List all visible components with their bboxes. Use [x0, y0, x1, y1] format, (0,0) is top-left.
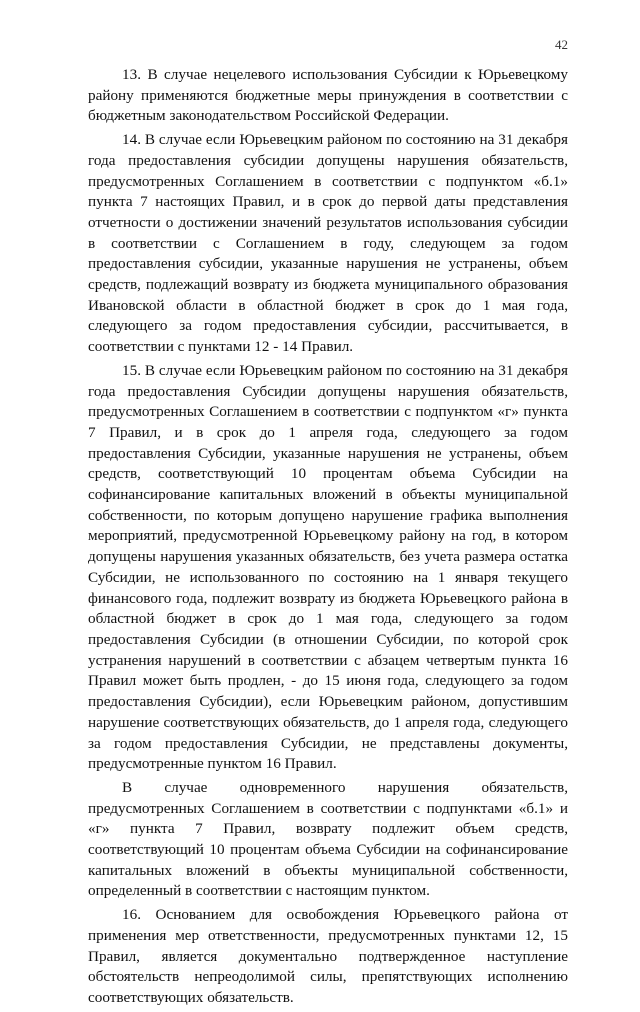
paragraph-14: 14. В случае если Юрьевецким районом по состоянию на 31 декабря года предоставления субсидии допущены нарушения обязательств, предусмотренных Соглашением в соответствии с подпунктом «б.1» пункта 7 настоящих Правил, и в срок до первой даты представления отчетности о достижении значений результатов использования субсидии в соответствии с Соглашением в году, следующем за годом предоставления субсидии, указанные нарушения не устранены, объем средств, подлежащий возврату из бюджета муниципального образования Ивановской области в областной бюджет в срок до 1 мая года, следующего за годом предоставления субсидии, рассчитывается, в соответствии с пунктами 12 - 14 Правил.	[88, 131, 568, 356]
paragraph-15-continuation: В случае одновременного нарушения обязательств, предусмотренных Соглашением в соответствии с подпунктами «б.1» и «г» пункта 7 Правил, возврату подлежит объем средств, соответствующий 10 процентам объема Субсидии на софинансирование капитальных вложений в объекты муниципальной собственности, определенный в соответствии с настоящим пунктом.	[88, 778, 568, 900]
document-body	[88, 65, 568, 1012]
page-number: 42	[555, 37, 568, 52]
paragraph-16: 16. Основанием для освобождения Юрьевецкого района от применения мер ответственности, предусмотренных пунктами 12, 15 Правил, является документально подтвержденное наступление обстоятельств непреодолимой силы, препятствующих исполнению соответствующих обязательств.	[88, 906, 568, 1006]
paragraph-15: 15. В случае если Юрьевецким районом по состоянию на 31 декабря года предоставления Субсидии допущены нарушения обязательств, предусмотренных Соглашением в соответствии с подпунктом «г» пункта 7 Правил, и в срок до 1 апреля года, следующего за годом предоставления Субсидии, указанные нарушения не устранены, объем средств, соответствующий 10 процентам объема Субсидии на софинансирование капитальных вложений в объекты муниципальной собственности, по которым допущено нарушение графика выполнения мероприятий, предусмотренной Юрьевецкому району на год, в котором допущены нарушения указанных обязательств, без учета размера остатка Субсидии, не использованного по состоянию на 1 января текущего финансового года, подлежит возврату из бюджета Юрьевецкого района в областной бюджет в срок до 1 мая года, следующего за годом предоставления Субсидии (в отношении Субсидии, по которой срок устранения нарушений в соответствии с абзацем четвертым пункта 16 Правил может быть продлен, - до 15 июня года, следующего за годом предоставления Субсидии), если Юрьевецким районом, допустившим нарушение соответствующих обязательств, до 1 апреля года, следующего за годом предоставления Субсидии, не представлены документы, предусмотренные пунктом 16 Правил.	[88, 361, 568, 773]
paragraph-13: 13. В случае нецелевого использования Субсидии к Юрьевецкому району применяются бюджетные меры принуждения в соответствии с бюджетным законодательством Российской Федерации.	[88, 66, 568, 125]
